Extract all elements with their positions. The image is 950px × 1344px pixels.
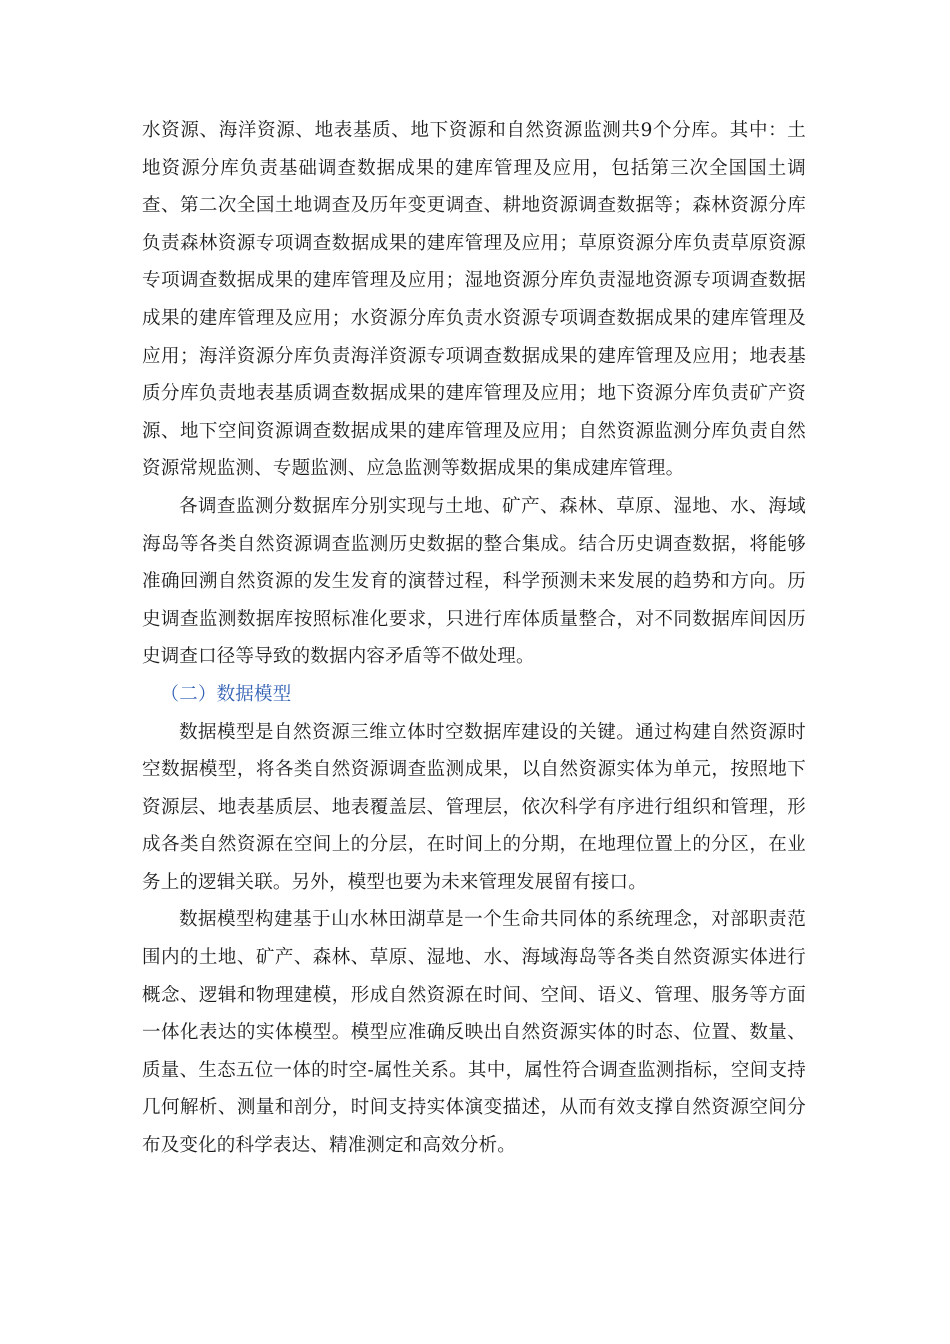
paragraph-data-model-key: 数据模型是自然资源三维立体时空数据库建设的关键。通过构建自然资源时空数据模型，将各类自然资源调查监测成果，以自然资源实体为单元，按照地下资源层、地表基质层、地表覆盖层、管理层，依次科学有序进行组织和管理，形成各类自然资源在空间上的分层，在时间上的分期，在地理位置上的分区，在业务上的逻辑关联。另外，模型也要为未来管理发展留有接口。	[142, 721, 806, 893]
document-body	[142, 112, 806, 1165]
section-heading-data-model: （二）数据模型	[160, 683, 292, 705]
paragraph-history-integration: 各调查监测分数据库分别实现与土地、矿产、森林、草原、湿地、水、海域海岛等各类自然资源调查监测历史数据的整合集成。结合历史调查数据，将能够准确回溯自然资源的发生发育的演替过程，科学预测未来发展的趋势和方向。历史调查监测数据库按照标准化要求，只进行库体质量整合，对不同数据库间因历史调查口径等导致的数据内容矛盾等不做处理。	[142, 495, 806, 668]
paragraph-data-model-construction: 数据模型构建基于山水林田湖草是一个生命共同体的系统理念，对部职责范围内的土地、矿产、森林、草原、湿地、水、海域海岛等各类自然资源实体进行概念、逻辑和物理建模，形成自然资源在时间、空间、语义、管理、服务等方面一体化表达的实体模型。模型应准确反映出自然资源实体的时态、位置、数量、质量、生态五位一体的时空-属性关系。其中，属性符合调查监测指标，空间支持几何解析、测量和剖分，时间支持实体演变描述，从而有效支撑自然资源空间分布及变化的科学表达、精准测定和高效分析。	[142, 909, 806, 1157]
paragraph-resource-subdatabases: 水资源、海洋资源、地表基质、地下资源和自然资源监测共9个分库。其中：土地资源分库负责基础调查数据成果的建库管理及应用，包括第三次全国国土调查、第二次全国土地调查及历年变更调查、耕地资源调查数据等；森林资源分库负责森林资源专项调查数据成果的建库管理及应用；草原资源分库负责草原资源专项调查数据成果的建库管理及应用；湿地资源分库负责湿地资源专项调查数据成果的建库管理及应用；水资源分库负责水资源专项调查数据成果的建库管理及应用；海洋资源分库负责海洋资源专项调查数据成果的建库管理及应用；地表基质分库负责地表基质调查数据成果的建库管理及应用；地下资源分库负责矿产资源、地下空间资源调查数据成果的建库管理及应用；自然资源监测分库负责自然资源常规监测、专题监测、应急监测等数据成果的集成建库管理。	[142, 120, 806, 480]
